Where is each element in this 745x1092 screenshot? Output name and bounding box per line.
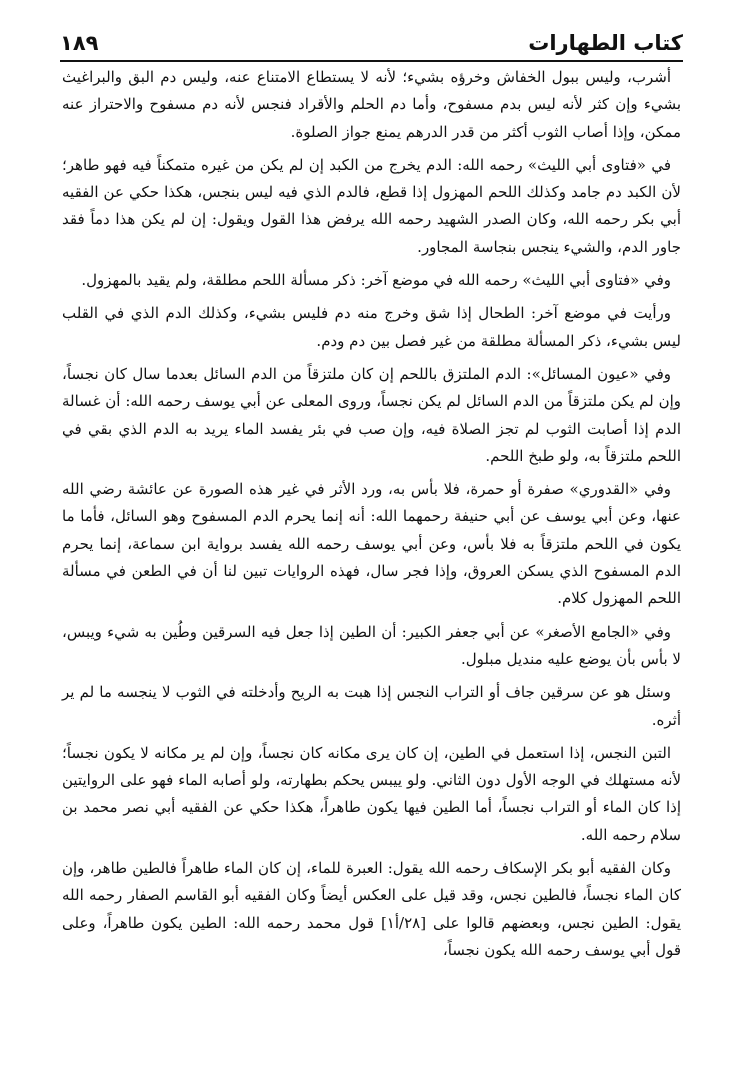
paragraph: أشرب، وليس ببول الخفاش وخرؤه بشيء؛ لأنه لا يستطاع الامتناع عنه، وليس دم البق والبراغيث بشيء وإن كثر لأنه ليس بدم مسفوح، وأما دم الحلم والأقراد فنجس لأنه دم مسفوح والاحتراز عنه ممكن، وإذا أصاب الثوب أكثر من قدر الدرهم يمنع جواز الصلوة. [62,68,681,141]
header-divider [60,60,683,62]
paragraph: وسئل هو عن سرقين جاف أو التراب النجس إذا هبت به الريح وأدخلته في الثوب لا ينجسه ما لم ير أثره. [62,683,681,729]
paragraph: وفي «القدوري» صفرة أو حمرة، فلا بأس به، ورد الأثر في غير هذه الصورة عن عائشة رضي الله عنها، وعن أبي يوسف عن أبي حنيفة رحمهما الله: أنه إنما يحرم الدم المسفوح وهو السائل، فأما ما يكون في اللحم ملتزقاً به فلا بأس، وعن أبي يوسف رحمه الله يفسد برواية ابن سماعة، إنما يحرم الدم المسفوح الذي يسكن العروق، وإذا فجر سال، فهذه الروايات تبين لنا أن في الطعن في مسألة اللحم المهزول كلام. [62,480,681,608]
paragraph: ورأيت في موضع آخر: الطحال إذا شق وخرج منه دم فليس بشيء، وكذلك الدم الذي في القلب ليس بشيء، ذكر المسألة مطلقة من غير فصل بين دم ودم. [62,304,681,350]
page-body [62,64,681,970]
paragraph: وفي «عيون المسائل»: الدم الملتزق باللحم إن كان ملتزقاً من الدم السائل بعدما سال كان نجساً، وإن لم يكن ملتزقاً من الدم السائل لم يكن نجساً، وروى المعلى عن أبي يوسف رحمه الله: أن غسالة الدم إذا أصابت الثوب لم تجز الصلاة فيه، وإن صب في بئر يفسد الماء يريد به الدم الذي بقي في اللحم ملتزقاً به، ولو طبخ اللحم. [62,364,681,465]
paragraph: في «فتاوى أبي الليث» رحمه الله: الدم يخرج من الكبد إن لم يكن من غيره متمكناً فيه فهو طاهر؛ لأن الكبد دم جامد وكذلك اللحم المهزول إذا قطع، فالدم الذي فيه ليس بنجس، هكذا حكي عن الفقيه أبي بكر رحمه الله، وكان الصدر الشهيد رحمه الله يرفض هذا القول ويقول: إن لم يكن هذا دماً فقد جاور الدم، والشيء ينجس بنجاسة المجاور. [62,155,681,256]
paragraph: وفي «الجامع الأصغر» عن أبي جعفر الكبير: أن الطين إذا جعل فيه السرقين وطُين به شيء ويبس، لا بأس بأن يوضع عليه منديل مبلول. [62,622,681,668]
paragraph: وفي «فتاوى أبي الليث» رحمه الله في موضع آخر: ذكر مسألة اللحم مطلقة، ولم يقيد بالمهزول. [81,271,671,290]
page-header [60,26,683,62]
paragraph: وكان الفقيه أبو بكر الإسكاف رحمه الله يقول: العبرة للماء، إن كان الماء طاهراً فالطين طاهر، وإن كان الماء نجساً، فالطين نجس، وقد قيل على العكس أيضاً وكان الفقيه أبو القاسم الصفار رحمه الله يقول: الطين نجس، وبعضهم قالوا على [٢٨/أ١] قول محمد رحمه الله: الطين يكون طاهراً، وعلى قول أبي يوسف رحمه الله يكون نجساً، [62,859,681,959]
paragraph: التبن النجس، إذا استعمل في الطين، إن كان يرى مكانه كان نجساً، وإن لم ير مكانه لا يكون نجساً؛ لأنه مستهلك في الوجه الأول دون الثاني. ولو ييبس يحكم بطهارته، ولو أصابه الماء فهو على الروايتين إذا كان الماء أو التراب نجساً، أما الطين فيها يكون طاهراً، هكذا حكي عن الفقيه أبي نصر محمد بن سلام رحمه الله. [62,743,681,844]
page-number: ١٨٩ [60,31,99,55]
chapter-title: كتاب الطهارات [528,31,683,55]
